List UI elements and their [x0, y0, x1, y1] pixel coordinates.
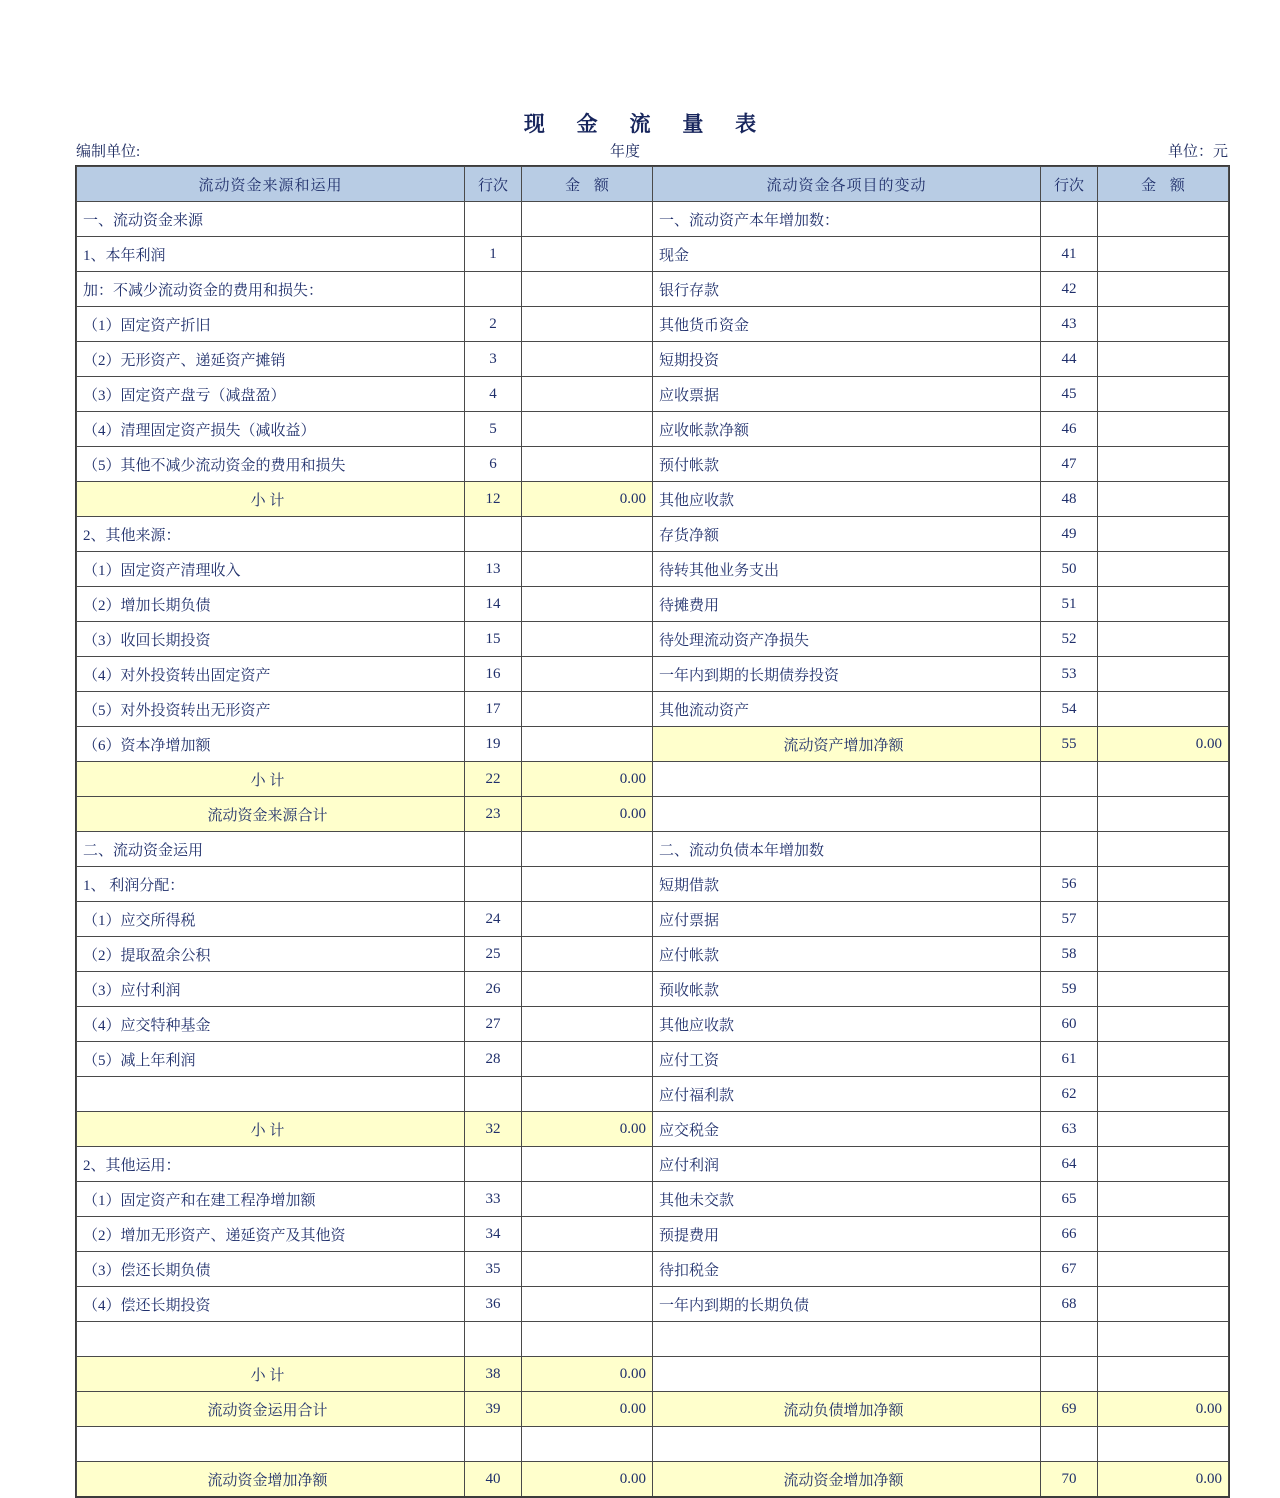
- right-item-line-number: 64: [1041, 1147, 1098, 1182]
- left-item-line-number: 33: [465, 1182, 522, 1217]
- left-item-label[interactable]: （1）固定资产清理收入: [77, 552, 465, 587]
- right-item-line-number: 67: [1041, 1252, 1098, 1287]
- left-item-label[interactable]: （5）减上年利润: [77, 1042, 465, 1077]
- right-item-amount[interactable]: [1098, 587, 1229, 622]
- right-item-line-number: 41: [1041, 237, 1098, 272]
- left-item-amount[interactable]: [522, 1182, 653, 1217]
- left-item-label[interactable]: （1）固定资产和在建工程净增加额: [77, 1182, 465, 1217]
- left-item-line-number: 39: [465, 1392, 522, 1427]
- right-item-label[interactable]: [653, 797, 1041, 832]
- table-row: [77, 1182, 1229, 1217]
- right-item-label[interactable]: 流动资产增加净额: [653, 727, 1041, 762]
- left-item-line-number: [465, 1077, 522, 1112]
- table-row: [77, 1007, 1229, 1042]
- right-item-line-number: 53: [1041, 657, 1098, 692]
- right-item-line-number: 52: [1041, 622, 1098, 657]
- table-row: [77, 447, 1229, 482]
- table-row: [77, 1077, 1229, 1112]
- right-item-label[interactable]: 存货净额: [653, 517, 1041, 552]
- right-item-label[interactable]: 应付票据: [653, 902, 1041, 937]
- left-item-amount[interactable]: [522, 272, 653, 307]
- left-item-line-number: [465, 867, 522, 902]
- left-item-label[interactable]: （4）应交特种基金: [77, 1007, 465, 1042]
- left-item-line-number: 15: [465, 622, 522, 657]
- left-item-amount[interactable]: [522, 552, 653, 587]
- left-item-amount[interactable]: [522, 1217, 653, 1252]
- right-item-label[interactable]: 流动负债增加净额: [653, 1392, 1041, 1427]
- table-row: [77, 762, 1229, 797]
- table-row: [77, 517, 1229, 552]
- column-header-left-no: 行次: [465, 167, 522, 202]
- column-header-left-name: 流动资金来源和运用: [77, 167, 465, 202]
- left-item-amount[interactable]: [522, 1147, 653, 1182]
- column-header-right-amount: 金 额: [1098, 167, 1229, 202]
- right-item-amount[interactable]: [1098, 272, 1229, 307]
- right-item-amount[interactable]: [1098, 867, 1229, 902]
- right-item-line-number: [1041, 762, 1098, 797]
- left-item-label[interactable]: [77, 1427, 465, 1462]
- left-item-amount[interactable]: [522, 412, 653, 447]
- right-item-line-number: 44: [1041, 342, 1098, 377]
- table-row: [77, 552, 1229, 587]
- right-item-line-number: [1041, 1357, 1098, 1392]
- left-item-amount[interactable]: [522, 1007, 653, 1042]
- left-item-amount[interactable]: [522, 622, 653, 657]
- left-item-amount[interactable]: 0.00: [522, 762, 653, 797]
- right-item-line-number: 68: [1041, 1287, 1098, 1322]
- left-item-label[interactable]: 二、流动资金运用: [77, 832, 465, 867]
- right-item-line-number: 48: [1041, 482, 1098, 517]
- table-row: [77, 412, 1229, 447]
- left-item-amount[interactable]: [522, 202, 653, 237]
- right-item-amount[interactable]: [1098, 1357, 1229, 1392]
- left-item-label[interactable]: 小 计: [77, 1112, 465, 1147]
- right-item-amount[interactable]: [1098, 1427, 1229, 1462]
- left-item-amount[interactable]: 0.00: [522, 1462, 653, 1498]
- left-item-line-number: 12: [465, 482, 522, 517]
- right-item-line-number: [1041, 1322, 1098, 1357]
- right-item-line-number: 55: [1041, 727, 1098, 762]
- left-item-label[interactable]: 流动资金来源合计: [77, 797, 465, 832]
- left-item-line-number: 2: [465, 307, 522, 342]
- left-item-amount[interactable]: [522, 692, 653, 727]
- left-item-label[interactable]: （4）对外投资转出固定资产: [77, 657, 465, 692]
- right-item-amount[interactable]: [1098, 1322, 1229, 1357]
- right-item-label[interactable]: 应交税金: [653, 1112, 1041, 1147]
- table-row: [77, 587, 1229, 622]
- table-row: [77, 202, 1229, 237]
- right-item-line-number: 70: [1041, 1462, 1098, 1498]
- header-row: [77, 167, 1229, 202]
- left-item-line-number: [465, 1322, 522, 1357]
- right-item-amount[interactable]: [1098, 202, 1229, 237]
- table-row: [77, 657, 1229, 692]
- right-item-line-number: 49: [1041, 517, 1098, 552]
- column-header-right-name: 流动资金各项目的变动: [653, 167, 1041, 202]
- left-item-label[interactable]: （3）固定资产盘亏（减盘盈）: [77, 377, 465, 412]
- right-item-line-number: 60: [1041, 1007, 1098, 1042]
- right-item-amount[interactable]: [1098, 1252, 1229, 1287]
- left-item-line-number: 24: [465, 902, 522, 937]
- table-row: [77, 867, 1229, 902]
- meta-row: [76, 140, 1228, 160]
- right-item-amount[interactable]: [1098, 1112, 1229, 1147]
- left-item-line-number: 25: [465, 937, 522, 972]
- right-item-amount[interactable]: [1098, 622, 1229, 657]
- left-item-line-number: 17: [465, 692, 522, 727]
- table-row: [77, 1112, 1229, 1147]
- right-item-label[interactable]: 其他未交款: [653, 1182, 1041, 1217]
- left-item-line-number: 5: [465, 412, 522, 447]
- table-row: [77, 937, 1229, 972]
- left-item-line-number: 4: [465, 377, 522, 412]
- left-item-line-number: 23: [465, 797, 522, 832]
- left-item-line-number: 14: [465, 587, 522, 622]
- left-item-label[interactable]: （2）增加无形资产、递延资产及其他资: [77, 1217, 465, 1252]
- right-item-label[interactable]: 其他应收款: [653, 1007, 1041, 1042]
- right-item-line-number: 62: [1041, 1077, 1098, 1112]
- left-item-amount[interactable]: [522, 1287, 653, 1322]
- left-item-line-number: 26: [465, 972, 522, 1007]
- table-row: [77, 307, 1229, 342]
- right-item-label[interactable]: 银行存款: [653, 272, 1041, 307]
- right-item-amount[interactable]: [1098, 832, 1229, 867]
- table-row: [77, 832, 1229, 867]
- prepared-by-label: 编制单位:: [76, 144, 141, 160]
- left-item-label[interactable]: 一、流动资金来源: [77, 202, 465, 237]
- left-item-amount[interactable]: [522, 937, 653, 972]
- right-item-label[interactable]: 预提费用: [653, 1217, 1041, 1252]
- right-item-amount[interactable]: 0.00: [1098, 727, 1229, 762]
- table-row: [77, 1217, 1229, 1252]
- table-row: [77, 727, 1229, 762]
- right-item-line-number: [1041, 202, 1098, 237]
- table-row: [77, 622, 1229, 657]
- left-item-label[interactable]: 流动资金运用合计: [77, 1392, 465, 1427]
- left-item-amount[interactable]: [522, 902, 653, 937]
- right-item-line-number: 47: [1041, 447, 1098, 482]
- right-item-amount[interactable]: [1098, 552, 1229, 587]
- right-item-amount[interactable]: [1098, 902, 1229, 937]
- right-item-label[interactable]: 待转其他业务支出: [653, 552, 1041, 587]
- right-item-amount[interactable]: [1098, 447, 1229, 482]
- right-item-label[interactable]: 其他货币资金: [653, 307, 1041, 342]
- table-row: [77, 1322, 1229, 1357]
- title-row: [0, 108, 1280, 138]
- left-item-line-number: [465, 1427, 522, 1462]
- left-item-line-number: 22: [465, 762, 522, 797]
- table-row: [77, 1287, 1229, 1322]
- right-item-amount[interactable]: [1098, 482, 1229, 517]
- right-item-amount[interactable]: [1098, 1217, 1229, 1252]
- table-row: [77, 1462, 1229, 1498]
- right-item-label[interactable]: 一年内到期的长期债券投资: [653, 657, 1041, 692]
- left-item-line-number: 35: [465, 1252, 522, 1287]
- left-item-label[interactable]: （5）对外投资转出无形资产: [77, 692, 465, 727]
- left-item-label[interactable]: 加：不减少流动资金的费用和损失：: [77, 272, 465, 307]
- right-item-line-number: 57: [1041, 902, 1098, 937]
- right-item-label[interactable]: [653, 1357, 1041, 1392]
- left-item-line-number: 1: [465, 237, 522, 272]
- right-item-amount[interactable]: [1098, 1042, 1229, 1077]
- left-item-line-number: [465, 272, 522, 307]
- left-item-amount[interactable]: [522, 1042, 653, 1077]
- table-row: [77, 1147, 1229, 1182]
- right-item-label[interactable]: 待处理流动资产净损失: [653, 622, 1041, 657]
- page-title: 现 金 流 量 表: [523, 113, 770, 136]
- left-item-line-number: 40: [465, 1462, 522, 1498]
- left-item-label[interactable]: （3）收回长期投资: [77, 622, 465, 657]
- left-item-amount[interactable]: [522, 307, 653, 342]
- left-item-line-number: [465, 832, 522, 867]
- left-item-amount[interactable]: [522, 1427, 653, 1462]
- table-row: [77, 1427, 1229, 1462]
- left-item-line-number: 6: [465, 447, 522, 482]
- right-item-label[interactable]: [653, 1427, 1041, 1462]
- left-item-amount[interactable]: [522, 342, 653, 377]
- right-item-line-number: [1041, 1427, 1098, 1462]
- right-item-label[interactable]: 二、流动负债本年增加数: [653, 832, 1041, 867]
- left-item-line-number: 34: [465, 1217, 522, 1252]
- left-item-amount[interactable]: 0.00: [522, 1392, 653, 1427]
- table-row: [77, 797, 1229, 832]
- table-row: [77, 902, 1229, 937]
- right-item-label[interactable]: 短期投资: [653, 342, 1041, 377]
- right-item-line-number: 56: [1041, 867, 1098, 902]
- right-item-amount[interactable]: 0.00: [1098, 1392, 1229, 1427]
- left-item-label[interactable]: 流动资金增加净额: [77, 1462, 465, 1498]
- right-item-amount[interactable]: [1098, 692, 1229, 727]
- right-item-amount[interactable]: [1098, 937, 1229, 972]
- left-item-label[interactable]: （6）资本净增加额: [77, 727, 465, 762]
- right-item-label[interactable]: 待扣税金: [653, 1252, 1041, 1287]
- left-item-amount[interactable]: 0.00: [522, 797, 653, 832]
- left-item-amount[interactable]: [522, 447, 653, 482]
- left-item-amount[interactable]: [522, 1322, 653, 1357]
- left-item-label[interactable]: [77, 1077, 465, 1112]
- table-row: [77, 1252, 1229, 1287]
- right-item-amount[interactable]: [1098, 517, 1229, 552]
- right-item-line-number: 42: [1041, 272, 1098, 307]
- right-item-label[interactable]: 一年内到期的长期负债: [653, 1287, 1041, 1322]
- left-item-label[interactable]: 小 计: [77, 1357, 465, 1392]
- right-item-label[interactable]: 应付工资: [653, 1042, 1041, 1077]
- right-item-label[interactable]: 应付帐款: [653, 937, 1041, 972]
- left-item-line-number: 28: [465, 1042, 522, 1077]
- right-item-label[interactable]: 其他应收款: [653, 482, 1041, 517]
- right-item-line-number: 59: [1041, 972, 1098, 1007]
- period-label: 年度: [610, 144, 641, 160]
- right-item-line-number: 66: [1041, 1217, 1098, 1252]
- left-item-line-number: 13: [465, 552, 522, 587]
- right-item-label[interactable]: 应付福利款: [653, 1077, 1041, 1112]
- left-item-label[interactable]: （1）固定资产折旧: [77, 307, 465, 342]
- table-row: [77, 482, 1229, 517]
- right-item-line-number: [1041, 797, 1098, 832]
- left-item-amount[interactable]: [522, 972, 653, 1007]
- left-item-label[interactable]: （4）偿还长期投资: [77, 1287, 465, 1322]
- right-item-amount[interactable]: 0.00: [1098, 1462, 1229, 1498]
- left-item-line-number: [465, 1147, 522, 1182]
- right-item-amount[interactable]: [1098, 797, 1229, 832]
- table-row: [77, 272, 1229, 307]
- right-item-label[interactable]: 短期借款: [653, 867, 1041, 902]
- left-item-line-number: 32: [465, 1112, 522, 1147]
- right-item-label[interactable]: 其他流动资产: [653, 692, 1041, 727]
- left-item-line-number: 38: [465, 1357, 522, 1392]
- table-row: [77, 972, 1229, 1007]
- right-item-line-number: 46: [1041, 412, 1098, 447]
- left-item-label[interactable]: （5）其他不减少流动资金的费用和损失: [77, 447, 465, 482]
- left-item-label[interactable]: 2、其他来源：: [77, 517, 465, 552]
- right-item-amount[interactable]: [1098, 1077, 1229, 1112]
- right-item-label[interactable]: 预付帐款: [653, 447, 1041, 482]
- right-item-line-number: 45: [1041, 377, 1098, 412]
- right-item-amount[interactable]: [1098, 237, 1229, 272]
- unit-label: 单位：元: [1167, 144, 1228, 160]
- right-item-line-number: 63: [1041, 1112, 1098, 1147]
- right-item-amount[interactable]: [1098, 307, 1229, 342]
- left-item-amount[interactable]: [522, 1077, 653, 1112]
- left-item-amount[interactable]: 0.00: [522, 482, 653, 517]
- left-item-label[interactable]: （1）应交所得税: [77, 902, 465, 937]
- left-item-label[interactable]: （4）清理固定资产损失（减收益）: [77, 412, 465, 447]
- left-item-line-number: 16: [465, 657, 522, 692]
- right-item-amount[interactable]: [1098, 412, 1229, 447]
- left-item-line-number: 36: [465, 1287, 522, 1322]
- left-item-amount[interactable]: [522, 1252, 653, 1287]
- right-item-label[interactable]: [653, 1322, 1041, 1357]
- right-item-amount[interactable]: [1098, 1287, 1229, 1322]
- right-item-line-number: 58: [1041, 937, 1098, 972]
- left-item-label[interactable]: 1、 利润分配：: [77, 867, 465, 902]
- left-item-amount[interactable]: [522, 832, 653, 867]
- right-item-line-number: [1041, 832, 1098, 867]
- right-item-amount[interactable]: [1098, 377, 1229, 412]
- left-item-label[interactable]: 2、其他运用：: [77, 1147, 465, 1182]
- right-item-amount[interactable]: [1098, 1007, 1229, 1042]
- right-item-label[interactable]: 现金: [653, 237, 1041, 272]
- left-item-label[interactable]: 1、本年利润: [77, 237, 465, 272]
- left-item-line-number: [465, 202, 522, 237]
- right-item-label[interactable]: 待摊费用: [653, 587, 1041, 622]
- right-item-amount[interactable]: [1098, 1182, 1229, 1217]
- left-item-line-number: 19: [465, 727, 522, 762]
- left-item-label[interactable]: 小 计: [77, 482, 465, 517]
- right-item-line-number: 51: [1041, 587, 1098, 622]
- table-body: [77, 202, 1229, 1498]
- left-item-amount[interactable]: 0.00: [522, 1357, 653, 1392]
- right-item-label[interactable]: 应收票据: [653, 377, 1041, 412]
- left-item-label[interactable]: （3）应付利润: [77, 972, 465, 1007]
- table-header: [77, 167, 1229, 202]
- column-header-left-amount: 金 额: [522, 167, 653, 202]
- left-item-label[interactable]: （2）提取盈余公积: [77, 937, 465, 972]
- left-item-amount[interactable]: [522, 237, 653, 272]
- left-item-label[interactable]: （2）无形资产、递延资产摊销: [77, 342, 465, 377]
- left-item-label[interactable]: （2）增加长期负债: [77, 587, 465, 622]
- right-item-amount[interactable]: [1098, 342, 1229, 377]
- right-item-amount[interactable]: [1098, 1147, 1229, 1182]
- right-item-line-number: 43: [1041, 307, 1098, 342]
- right-item-line-number: 50: [1041, 552, 1098, 587]
- table-row: [77, 1357, 1229, 1392]
- left-item-label[interactable]: （3）偿还长期负债: [77, 1252, 465, 1287]
- left-item-line-number: 27: [465, 1007, 522, 1042]
- cash-flow-table: [76, 166, 1229, 1498]
- right-item-line-number: 65: [1041, 1182, 1098, 1217]
- left-item-amount[interactable]: [522, 517, 653, 552]
- left-item-amount[interactable]: [522, 727, 653, 762]
- right-item-line-number: 54: [1041, 692, 1098, 727]
- right-item-label[interactable]: 一、流动资产本年增加数：: [653, 202, 1041, 237]
- left-item-label[interactable]: 小 计: [77, 762, 465, 797]
- table-row: [77, 377, 1229, 412]
- right-item-label[interactable]: 预收帐款: [653, 972, 1041, 1007]
- right-item-line-number: 61: [1041, 1042, 1098, 1077]
- table-row: [77, 692, 1229, 727]
- left-item-amount[interactable]: [522, 867, 653, 902]
- right-item-amount[interactable]: [1098, 657, 1229, 692]
- left-item-amount[interactable]: 0.00: [522, 1112, 653, 1147]
- right-item-label[interactable]: 应付利润: [653, 1147, 1041, 1182]
- right-item-label[interactable]: 流动资金增加净额: [653, 1462, 1041, 1498]
- right-item-label[interactable]: [653, 762, 1041, 797]
- left-item-line-number: 3: [465, 342, 522, 377]
- column-header-right-no: 行次: [1041, 167, 1098, 202]
- right-item-line-number: 69: [1041, 1392, 1098, 1427]
- right-item-label[interactable]: 应收帐款净额: [653, 412, 1041, 447]
- table-row: [77, 1392, 1229, 1427]
- left-item-amount[interactable]: [522, 657, 653, 692]
- right-item-amount[interactable]: [1098, 762, 1229, 797]
- left-item-line-number: [465, 517, 522, 552]
- left-item-label[interactable]: [77, 1322, 465, 1357]
- left-item-amount[interactable]: [522, 587, 653, 622]
- table-row: [77, 1042, 1229, 1077]
- right-item-amount[interactable]: [1098, 972, 1229, 1007]
- table-row: [77, 342, 1229, 377]
- left-item-amount[interactable]: [522, 377, 653, 412]
- table-row: [77, 237, 1229, 272]
